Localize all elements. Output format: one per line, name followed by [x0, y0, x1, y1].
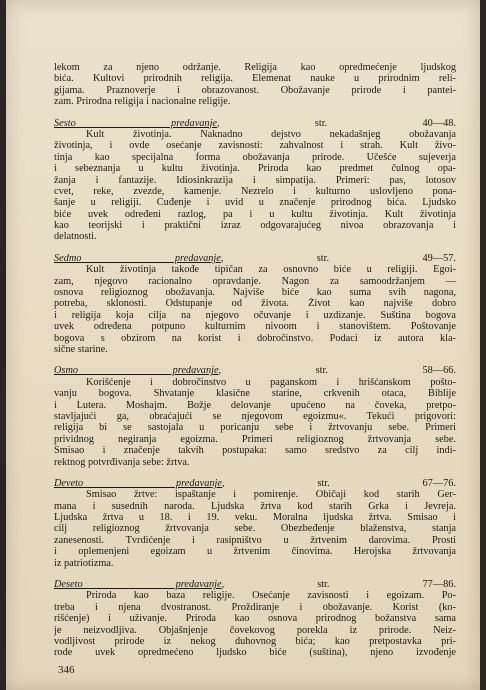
- lecture-title: Osmo predavanje: [54, 365, 219, 377]
- lecture-section-8: [54, 365, 456, 468]
- lecture-title: Sedmo predavanje: [54, 252, 221, 264]
- lecture-title: Šesto predavanje: [54, 117, 217, 129]
- text-line: uvek određena potpuno kulturnim nivoom i stanovištem. Poštovanje: [54, 321, 456, 333]
- text-line: zam. Prirodna religija i nacionalne religije.: [54, 96, 231, 108]
- text-line: šanje u religiji. Čuđenje i uvid u značenje prirodnog bića. Ljudsko: [54, 197, 456, 209]
- section-first-line: [54, 118, 456, 129]
- text-line: Ljudska žrtva u 18. i 19. veku. Moralna ljudska žrtva. Smisao i: [54, 512, 456, 524]
- text-line: i Lutera. Moshajm. Božje delovanje upućeno na čoveka, pretpo-: [54, 399, 456, 411]
- text-line: tinja kao specijalna forma obožavanja prirode. Učešće sujeverja: [54, 151, 456, 163]
- lecture-ref: , str. 77—86.: [221, 579, 456, 591]
- lecture-ref: , str. 49—57.: [220, 252, 456, 264]
- lecture-ref: , str. 67—76.: [221, 477, 456, 489]
- text-line: cilj religioznog žrtvovanja sebe. Obezbeđenje blaženstva, stanja: [54, 523, 456, 535]
- lecture-ref: , str. 58—66.: [218, 365, 456, 377]
- text-line: zam, njegovo racionalno opravdanje. Nagon za samoodržanjem —: [54, 275, 456, 287]
- text-line: žanja i fantazije. Idiosinkrazija i simpatija. Primeri: pas, lotosov: [54, 174, 456, 186]
- lecture-ref: , str. 40—48.: [217, 117, 456, 129]
- text-line: i sebeznanja u kultu životinja. Priroda kao predmet čulnog opa-: [54, 163, 456, 175]
- lecture-section-6: [54, 118, 456, 243]
- text-line: mana i susednih naroda. Ljudska žrtva kod starih Grka i Jevreja.: [54, 500, 456, 512]
- text-line: lekom za njeno održanje. Religija kao opredmećenje ljudskog: [54, 62, 456, 73]
- page-content: [54, 62, 456, 669]
- text-line: je neizvodljiva. Objašnjenje čovekovog porekla iz prirode. Neiz-: [54, 624, 456, 636]
- lecture-section-9: [54, 478, 456, 569]
- text-line: rišćenje) i uživanje. Priroda kao osnova prirodnog božanstva sama: [54, 613, 456, 625]
- text-line: rektnog potvrđivanja sebe: žrtva.: [54, 456, 190, 468]
- text-line: osnova religioznog obožavanja. Najviše biće kao suma svih nagona,: [54, 287, 456, 299]
- text-line: bića. Kultovi prirodnih religija. Elemenat nauke u prirodnim reli-: [54, 73, 456, 85]
- text-line: sične starine.: [54, 343, 108, 355]
- text-line: cvet, reke, zvezde, kamenje. Nezrelo i kulturno uslovljeno pona-: [54, 185, 456, 197]
- section-first-line: [54, 365, 456, 376]
- text-line: i religija koja cilja na njegovo očuvanje i uzdizanje. Suština bogova: [54, 309, 456, 321]
- text-line: i oplemenjeni egoizam u žrtvenim činovima. Herojska žrtvovanja: [54, 546, 456, 558]
- text-line: stavljajući ga, obraćajući se njegovom egoizmu«. Tekući prigovori:: [54, 410, 456, 422]
- text-line: biće uvek određeni razlog, pa i u kultu životinja. Kult životinja: [54, 208, 456, 220]
- intro-paragraph: [54, 62, 456, 108]
- text-line: potreba, sklonosti. Odstupanje od života. Život kao najviše dobro: [54, 298, 456, 310]
- section-first-line: [54, 253, 456, 264]
- text-line: religija bi se sastojala u poricanju sebe i žrtvovanju sebe. Primeri: [54, 422, 456, 434]
- text-line: Kult životinja. Naknadno dejstvo nekadašnjeg obožavanja: [86, 128, 456, 140]
- text-line: treba i njena dvostranost. Proždiranje i obožavanje. Korist (ko-: [54, 601, 456, 613]
- lecture-title: Deveto predavanje: [54, 477, 222, 489]
- text-line: kao teorijski i praktični izraz odgovarajućeg nivoa obrazovanja i: [54, 220, 456, 232]
- text-line: zanesenosti. Tvrdićenje i rasipništvo u žrtvenim darovima. Prosti: [54, 534, 456, 546]
- text-line: Kult životinja takođe tipičan za osnovno biće u religiji. Egoi-: [86, 264, 456, 276]
- text-line: delatnosti.: [54, 231, 97, 243]
- text-line: Priroda kao baza religije. Osećanje zavisnosti i egoizam. Po-: [86, 590, 456, 602]
- text-line: rode uvek opredmećeno ljudsko biće (suština), njeno izvođenje: [54, 647, 456, 659]
- text-line: gijama. Praznoverje i obrazovanost. Obožavanje prirode i pantei-: [54, 84, 456, 96]
- text-line: Smisao i značenje takvih postupaka: samo sredstvo za cilj indi-: [54, 445, 456, 457]
- section-first-line: [54, 579, 456, 590]
- text-line: prividnog negiranja egoizma. Primeri religioznog žrtvovanja sebe.: [54, 433, 456, 445]
- lecture-title: Deseto predavanje: [54, 579, 222, 591]
- text-line: Korišćenje i dobročinstvo u paganskom i hrišćanskom pošto-: [86, 376, 456, 388]
- book-page: [6, 0, 480, 690]
- text-line: vanju bogova. Shvatanje klasične starine, crkvenih otaca, Biblije: [54, 388, 456, 400]
- lecture-section-10: [54, 579, 456, 659]
- text-line: Smisao žrtve: ispaštanje i pomirenje. Običaji kod starih Ger-: [86, 489, 456, 501]
- text-line: životinja, i ovde osećanje zavisnosti: zahvalnost i strah. Kult živo-: [54, 140, 456, 152]
- lecture-section-7: [54, 253, 456, 356]
- section-first-line: [54, 478, 456, 489]
- page-number: 346: [58, 664, 75, 676]
- text-line: iz patriotizma.: [54, 557, 114, 569]
- text-line: bogova s obzirom na korist i dobročinstvo. Podaci iz autora kla-: [54, 332, 456, 344]
- text-line: vodljivost prirode iz nekog duhovnog bića; kao pretpostavka pri-: [54, 635, 456, 647]
